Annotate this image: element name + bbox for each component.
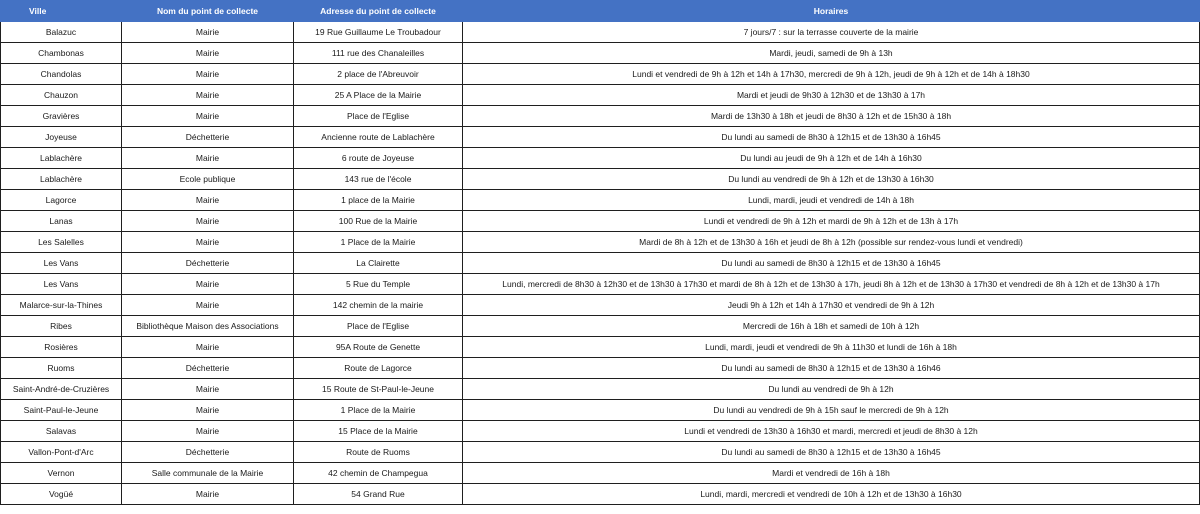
table-row	[1, 169, 1200, 190]
cell-nom: Mairie	[122, 22, 294, 43]
table-row	[1, 85, 1200, 106]
cell-adresse: 54 Grand Rue	[294, 484, 463, 505]
cell-adresse: Ancienne route de Lablachère	[294, 127, 463, 148]
cell-nom: Déchetterie	[122, 253, 294, 274]
table-row	[1, 379, 1200, 400]
table-row	[1, 358, 1200, 379]
table-body	[1, 22, 1200, 505]
cell-nom: Mairie	[122, 190, 294, 211]
cell-ville: Balazuc	[1, 22, 122, 43]
table-row	[1, 295, 1200, 316]
cell-nom: Déchetterie	[122, 127, 294, 148]
table-row	[1, 127, 1200, 148]
cell-ville: Ruoms	[1, 358, 122, 379]
cell-horaires: Du lundi au vendredi de 9h à 12h	[463, 379, 1200, 400]
cell-ville: Les Vans	[1, 253, 122, 274]
cell-horaires: Lundi, mardi, jeudi et vendredi de 9h à 11h30 et lundi de 16h à 18h	[463, 337, 1200, 358]
cell-horaires: Jeudi 9h à 12h et 14h à 17h30 et vendredi de 9h à 12h	[463, 295, 1200, 316]
cell-nom: Mairie	[122, 379, 294, 400]
cell-horaires: Mardi de 8h à 12h et de 13h30 à 16h et jeudi de 8h à 12h (possible sur rendez-vous lundi et vendredi)	[463, 232, 1200, 253]
cell-adresse: 5 Rue du Temple	[294, 274, 463, 295]
cell-horaires: Lundi, mardi, mercredi et vendredi de 10h à 12h et de 13h30 à 16h30	[463, 484, 1200, 505]
cell-adresse: 15 Route de St-Paul-le-Jeune	[294, 379, 463, 400]
table-row	[1, 43, 1200, 64]
cell-ville: Lablachère	[1, 148, 122, 169]
cell-nom: Salle communale de la Mairie	[122, 463, 294, 484]
cell-nom: Mairie	[122, 106, 294, 127]
cell-ville: Salavas	[1, 421, 122, 442]
cell-adresse: 1 Place de la Mairie	[294, 400, 463, 421]
table-row	[1, 274, 1200, 295]
cell-ville: Joyeuse	[1, 127, 122, 148]
cell-nom: Mairie	[122, 484, 294, 505]
cell-horaires: Du lundi au samedi de 8h30 à 12h15 et de 13h30 à 16h45	[463, 127, 1200, 148]
cell-nom: Mairie	[122, 43, 294, 64]
cell-adresse: 15 Place de la Mairie	[294, 421, 463, 442]
cell-adresse: 42 chemin de Champegua	[294, 463, 463, 484]
cell-adresse: 19 Rue Guillaume Le Troubadour	[294, 22, 463, 43]
cell-nom: Déchetterie	[122, 442, 294, 463]
cell-horaires: Du lundi au jeudi de 9h à 12h et de 14h à 16h30	[463, 148, 1200, 169]
cell-ville: Vallon-Pont-d'Arc	[1, 442, 122, 463]
table-row	[1, 337, 1200, 358]
table-row	[1, 253, 1200, 274]
cell-adresse: 100 Rue de la Mairie	[294, 211, 463, 232]
cell-horaires: Lundi et vendredi de 9h à 12h et mardi de 9h à 12h et de 13h à 17h	[463, 211, 1200, 232]
header-adresse: Adresse du point de collecte	[294, 1, 463, 22]
cell-horaires: Mardi et vendredi de 16h à 18h	[463, 463, 1200, 484]
table-row	[1, 211, 1200, 232]
cell-ville: Ribes	[1, 316, 122, 337]
cell-adresse: 111 rue des Chanaleilles	[294, 43, 463, 64]
cell-ville: Malarce-sur-la-Thines	[1, 295, 122, 316]
cell-nom: Mairie	[122, 148, 294, 169]
cell-nom: Mairie	[122, 337, 294, 358]
cell-adresse: 1 place de la Mairie	[294, 190, 463, 211]
cell-nom: Déchetterie	[122, 358, 294, 379]
table-row	[1, 421, 1200, 442]
table-row	[1, 442, 1200, 463]
cell-adresse: 95A Route de Genette	[294, 337, 463, 358]
cell-adresse: Place de l'Eglise	[294, 106, 463, 127]
cell-adresse: 25 A Place de la Mairie	[294, 85, 463, 106]
cell-horaires: Mardi et jeudi de 9h30 à 12h30 et de 13h30 à 17h	[463, 85, 1200, 106]
cell-ville: Vernon	[1, 463, 122, 484]
cell-horaires: Mercredi de 16h à 18h et samedi de 10h à 12h	[463, 316, 1200, 337]
cell-ville: Lanas	[1, 211, 122, 232]
cell-horaires: Du lundi au samedi de 8h30 à 12h15 et de 13h30 à 16h46	[463, 358, 1200, 379]
table-row	[1, 463, 1200, 484]
header-ville: Ville	[1, 1, 122, 22]
cell-adresse: Place de l'Eglise	[294, 316, 463, 337]
cell-ville: Les Salelles	[1, 232, 122, 253]
cell-horaires: Mardi, jeudi, samedi de 9h à 13h	[463, 43, 1200, 64]
cell-nom: Mairie	[122, 211, 294, 232]
cell-ville: Chambonas	[1, 43, 122, 64]
cell-adresse: 143 rue de l'école	[294, 169, 463, 190]
table-row	[1, 148, 1200, 169]
header-horaires: Horaires	[463, 1, 1200, 22]
cell-horaires: Lundi, mardi, jeudi et vendredi de 14h à 18h	[463, 190, 1200, 211]
table-row	[1, 22, 1200, 43]
table-row	[1, 400, 1200, 421]
cell-nom: Mairie	[122, 421, 294, 442]
header-row	[1, 1, 1200, 22]
cell-nom: Mairie	[122, 274, 294, 295]
cell-nom: Bibliothèque Maison des Associations	[122, 316, 294, 337]
cell-adresse: 2 place de l'Abreuvoir	[294, 64, 463, 85]
cell-horaires: Mardi de 13h30 à 18h et jeudi de 8h30 à 12h et de 15h30 à 18h	[463, 106, 1200, 127]
cell-horaires: Du lundi au vendredi de 9h à 12h et de 13h30 à 16h30	[463, 169, 1200, 190]
cell-ville: Saint-André-de-Cruzières	[1, 379, 122, 400]
cell-horaires: Du lundi au vendredi de 9h à 15h sauf le mercredi de 9h à 12h	[463, 400, 1200, 421]
cell-nom: Ecole publique	[122, 169, 294, 190]
cell-adresse: Route de Lagorce	[294, 358, 463, 379]
cell-ville: Rosières	[1, 337, 122, 358]
cell-ville: Lablachère	[1, 169, 122, 190]
cell-ville: Gravières	[1, 106, 122, 127]
table-row	[1, 64, 1200, 85]
cell-ville: Chauzon	[1, 85, 122, 106]
cell-horaires: Du lundi au samedi de 8h30 à 12h15 et de 13h30 à 16h45	[463, 253, 1200, 274]
table-row	[1, 232, 1200, 253]
table-row	[1, 190, 1200, 211]
cell-nom: Mairie	[122, 400, 294, 421]
cell-adresse: 6 route de Joyeuse	[294, 148, 463, 169]
cell-horaires: Du lundi au samedi de 8h30 à 12h15 et de 13h30 à 16h45	[463, 442, 1200, 463]
table-row	[1, 106, 1200, 127]
header-nom: Nom du point de collecte	[122, 1, 294, 22]
cell-ville: Saint-Paul-le-Jeune	[1, 400, 122, 421]
cell-adresse: La Clairette	[294, 253, 463, 274]
cell-horaires: Lundi, mercredi de 8h30 à 12h30 et de 13h30 à 17h30 et mardi de 8h à 12h et de 13h30 à 17h, jeudi 8h à 12h et de 13h30 à 17h30 et vendredi de 8h à 12h et de 13h30 à 17h	[463, 274, 1200, 295]
cell-horaires: Lundi et vendredi de 13h30 à 16h30 et mardi, mercredi et jeudi de 8h30 à 12h	[463, 421, 1200, 442]
cell-ville: Les Vans	[1, 274, 122, 295]
cell-ville: Lagorce	[1, 190, 122, 211]
cell-horaires: Lundi et vendredi de 9h à 12h et 14h à 17h30, mercredi de 9h à 12h, jeudi de 9h à 12h et de 14h à 18h30	[463, 64, 1200, 85]
cell-horaires: 7 jours/7 : sur la terrasse couverte de la mairie	[463, 22, 1200, 43]
table-row	[1, 484, 1200, 505]
cell-nom: Mairie	[122, 295, 294, 316]
cell-nom: Mairie	[122, 232, 294, 253]
cell-nom: Mairie	[122, 64, 294, 85]
cell-nom: Mairie	[122, 85, 294, 106]
table-row	[1, 316, 1200, 337]
cell-ville: Chandolas	[1, 64, 122, 85]
cell-adresse: Route de Ruoms	[294, 442, 463, 463]
cell-ville: Vogüé	[1, 484, 122, 505]
cell-adresse: 1 Place de la Mairie	[294, 232, 463, 253]
cell-adresse: 142 chemin de la mairie	[294, 295, 463, 316]
